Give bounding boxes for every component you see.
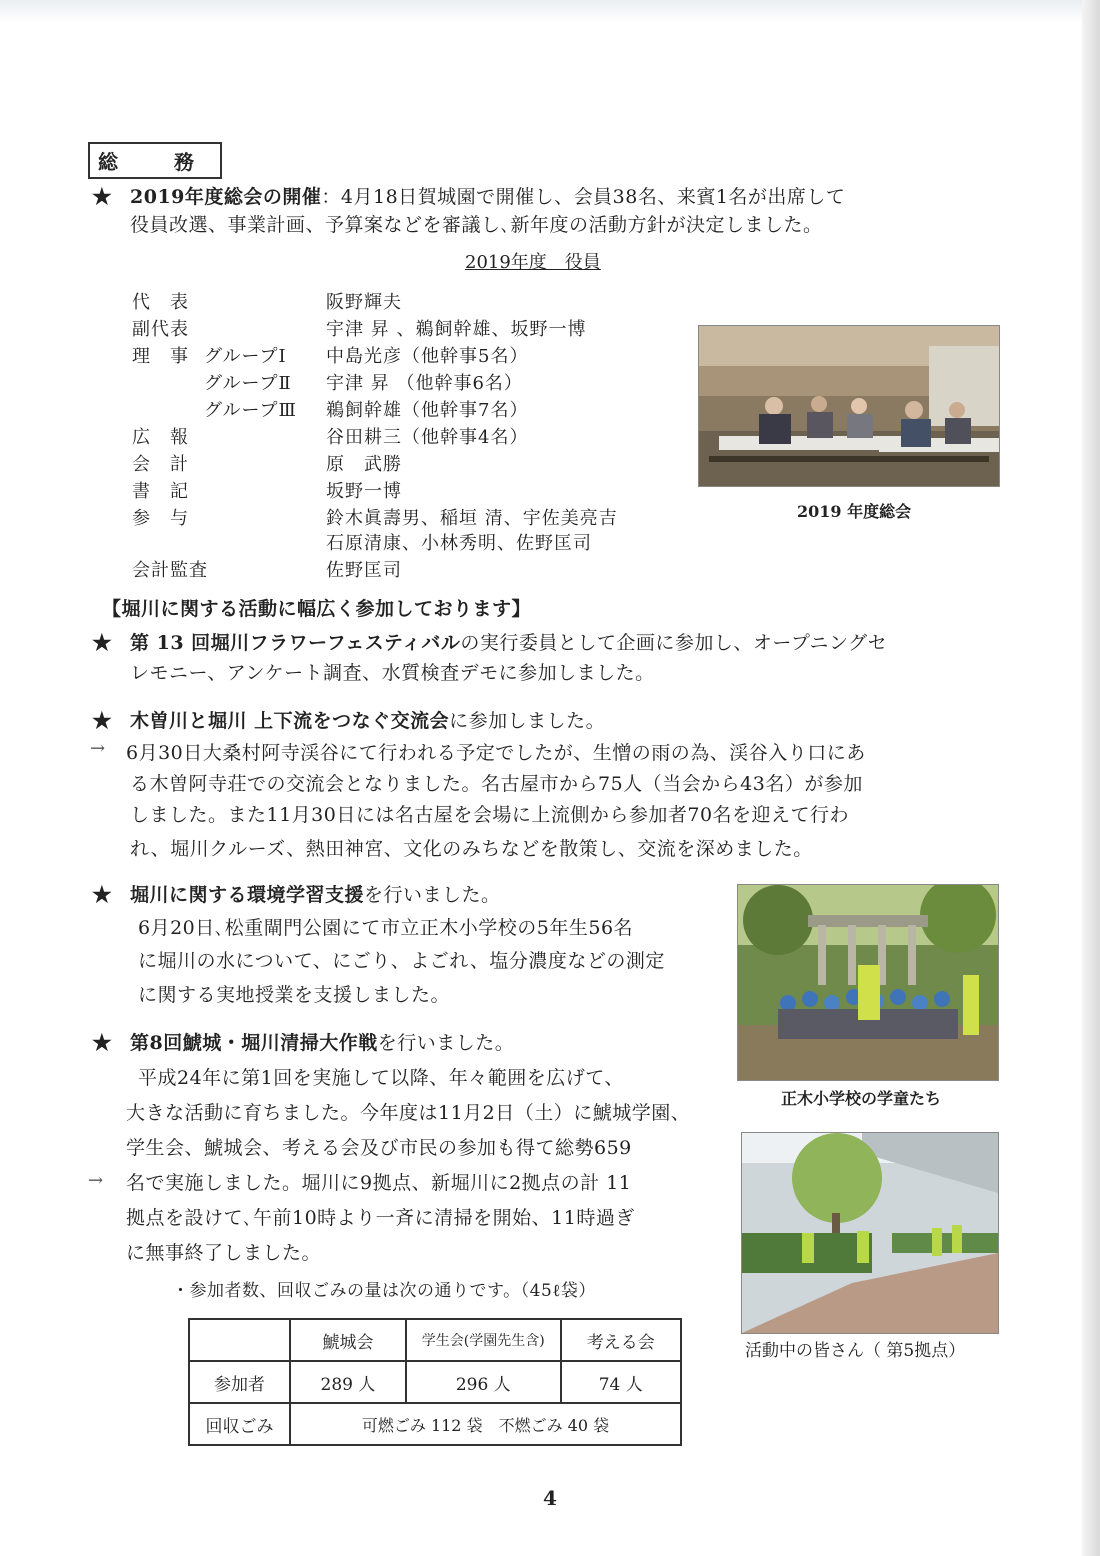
table-header-row [189,1319,681,1361]
officer-role: 会 計 [132,454,189,475]
star-icon: ★ [92,1030,112,1056]
table-header-cell: 鯱城会 [290,1319,406,1361]
exchange-heading-rest: に参加しました。 [449,710,606,732]
star-icon: ★ [92,882,112,908]
officer-role: 代 表 [132,292,189,313]
flower-festival-heading: 第 13 回堀川フラワーフェスティバル [130,632,461,654]
officer-names: 佐野匡司 [326,560,402,581]
flower-festival-line1 [130,628,887,655]
general-meeting-text: ：4月18日賀城園で開催し、会員38名、来賓1名が出席して [321,186,846,208]
officer-role: 参 与 [132,508,189,529]
env-learning-line: に関する実地授業を支援しました。 [138,984,451,1006]
handwritten-arrow-icon: → [88,1170,104,1191]
scan-top-shadow [0,0,1100,22]
env-learning-line: に堀川の水について、にごり、よごれ、塩分濃度などの測定 [138,950,665,972]
cleanup-line: 拠点を設けて､午前10時より一斉に清掃を開始、11時過ぎ [126,1207,635,1229]
general-meeting-line1 [130,182,845,209]
participants-label: 参加者 [189,1361,290,1403]
exchange-line: しました。また11月30日には名古屋を会場に上流側から参加者70名を迎えて行わ [130,804,850,826]
officer-names: 鈴木眞壽男、稲垣 清、宇佐美亮吉 [326,508,618,529]
env-learning-heading-line [130,880,501,907]
handwritten-arrow-icon: → [90,738,106,759]
activity-photo-caption: 活動中の皆さん（ 第5拠点） [745,1341,966,1361]
exchange-heading-line [130,706,605,733]
schoolchildren-photo [737,884,999,1081]
activity-photo [741,1132,999,1334]
schoolchildren-photo-image [738,885,998,1080]
officer-names: 宇津 昇 、鵜飼幹雄、坂野一博 [326,319,587,340]
scan-right-edge [1082,0,1100,1556]
officer-names: 阪野輝夫 [326,292,402,313]
officers-title: 2019年度 役員 [465,252,601,273]
officer-names: 谷田耕三（他幹事4名） [326,427,529,448]
exchange-line: る木曽阿寺荘での交流会となりました。名古屋市から75人（当会から43名）が参加 [130,773,863,795]
table-header-cell [189,1319,290,1361]
participants-value: 74 人 [561,1361,681,1403]
env-learning-line: 6月20日､松重閘門公園にて市立正木小学校の5年生56名 [138,917,634,939]
cleanup-line: 平成24年に第1回を実施して以降、年々範囲を広げて、 [138,1067,624,1089]
flower-festival-text: の実行委員として企画に参加し、オープニングセ [460,632,888,654]
participants-value: 289 人 [290,1361,406,1403]
env-learning-heading: 堀川に関する環境学習支援 [130,884,365,906]
participants-value: 296 人 [406,1361,561,1403]
officer-names: 原 武勝 [326,454,402,475]
exchange-line: 6月30日大桑村阿寺渓谷にて行われる予定でしたが、生憎の雨の為、渓谷入り口にあ [126,742,866,764]
table-row [189,1361,681,1403]
cleanup-heading-line [130,1028,514,1055]
horikawa-heading: 【堀川に関する活動に幅広く参加しております】 [102,598,532,620]
officer-names: 宇津 昇 （他幹事6名） [326,373,523,394]
officer-role: 副代表 [132,319,189,340]
officer-role: 広 報 [132,427,189,448]
section-title: 総 務 [88,142,222,179]
officer-names: 鵜飼幹雄（他幹事7名） [326,400,529,421]
officer-group: グループⅡ [204,373,292,394]
schoolchildren-photo-caption: 正木小学校の学童たち [781,1089,942,1108]
officer-names: 石原清康、小林秀明、佐野匡司 [326,533,592,554]
cleanup-heading-rest: を行いました。 [377,1032,515,1054]
page-number: 4 [543,1486,557,1510]
officer-names: 坂野一博 [326,481,402,502]
flower-festival-line2: レモニー、アンケート調査、水質検査デモに参加しました。 [130,662,655,684]
cleanup-line: 名で実施しました。堀川に9拠点、新堀川に2拠点の計 11 [126,1172,632,1194]
garbage-label: 回収ごみ [189,1403,290,1445]
cleanup-note: ・参加者数、回収ごみの量は次の通りです。（45ℓ袋） [172,1281,596,1301]
activity-photo-image [742,1133,998,1333]
meeting-photo-image [699,326,999,486]
general-meeting-heading: 2019年度総会の開催 [130,186,322,208]
env-learning-heading-rest: を行いました。 [364,884,501,906]
exchange-line: れ、堀川クルーズ、熱田神宮、文化のみちなどを散策し、交流を深めました。 [130,838,813,860]
table-row [189,1403,681,1445]
table-header-cell: 学生会(学園先生含) [406,1319,561,1361]
officer-group: グループⅢ [204,400,297,421]
cleanup-stats-table [188,1318,682,1446]
cleanup-line: 大きな活動に育ちました。今年度は11月2日（土）に鯱城学園、 [126,1102,691,1124]
cleanup-heading: 第8回鯱城・堀川清掃大作戦 [130,1032,378,1054]
meeting-photo [698,325,1000,487]
star-icon: ★ [92,708,112,734]
cleanup-line: 学生会、鯱城会、考える会及び市民の参加も得て総勢659 [126,1137,632,1159]
garbage-value: 可燃ごみ 112 袋 不燃ごみ 40 袋 [290,1403,681,1445]
officer-role: 書 記 [132,481,189,502]
general-meeting-line2: 役員改選、事業計画、予算案などを審議し､新年度の活動方針が決定しました。 [130,214,823,236]
star-icon: ★ [92,184,112,210]
cleanup-line: に無事終了しました。 [126,1242,322,1264]
meeting-photo-caption: 2019 年度総会 [797,502,912,521]
officer-names: 中島光彦（他幹事5名） [326,346,529,367]
officer-group: グループⅠ [204,346,287,367]
star-icon: ★ [92,630,112,656]
officer-role: 理 事 [132,346,189,367]
officer-role: 会計監査 [132,560,208,581]
table-header-cell: 考える会 [561,1319,681,1361]
exchange-heading: 木曽川と堀川 上下流をつなぐ交流会 [130,710,450,732]
